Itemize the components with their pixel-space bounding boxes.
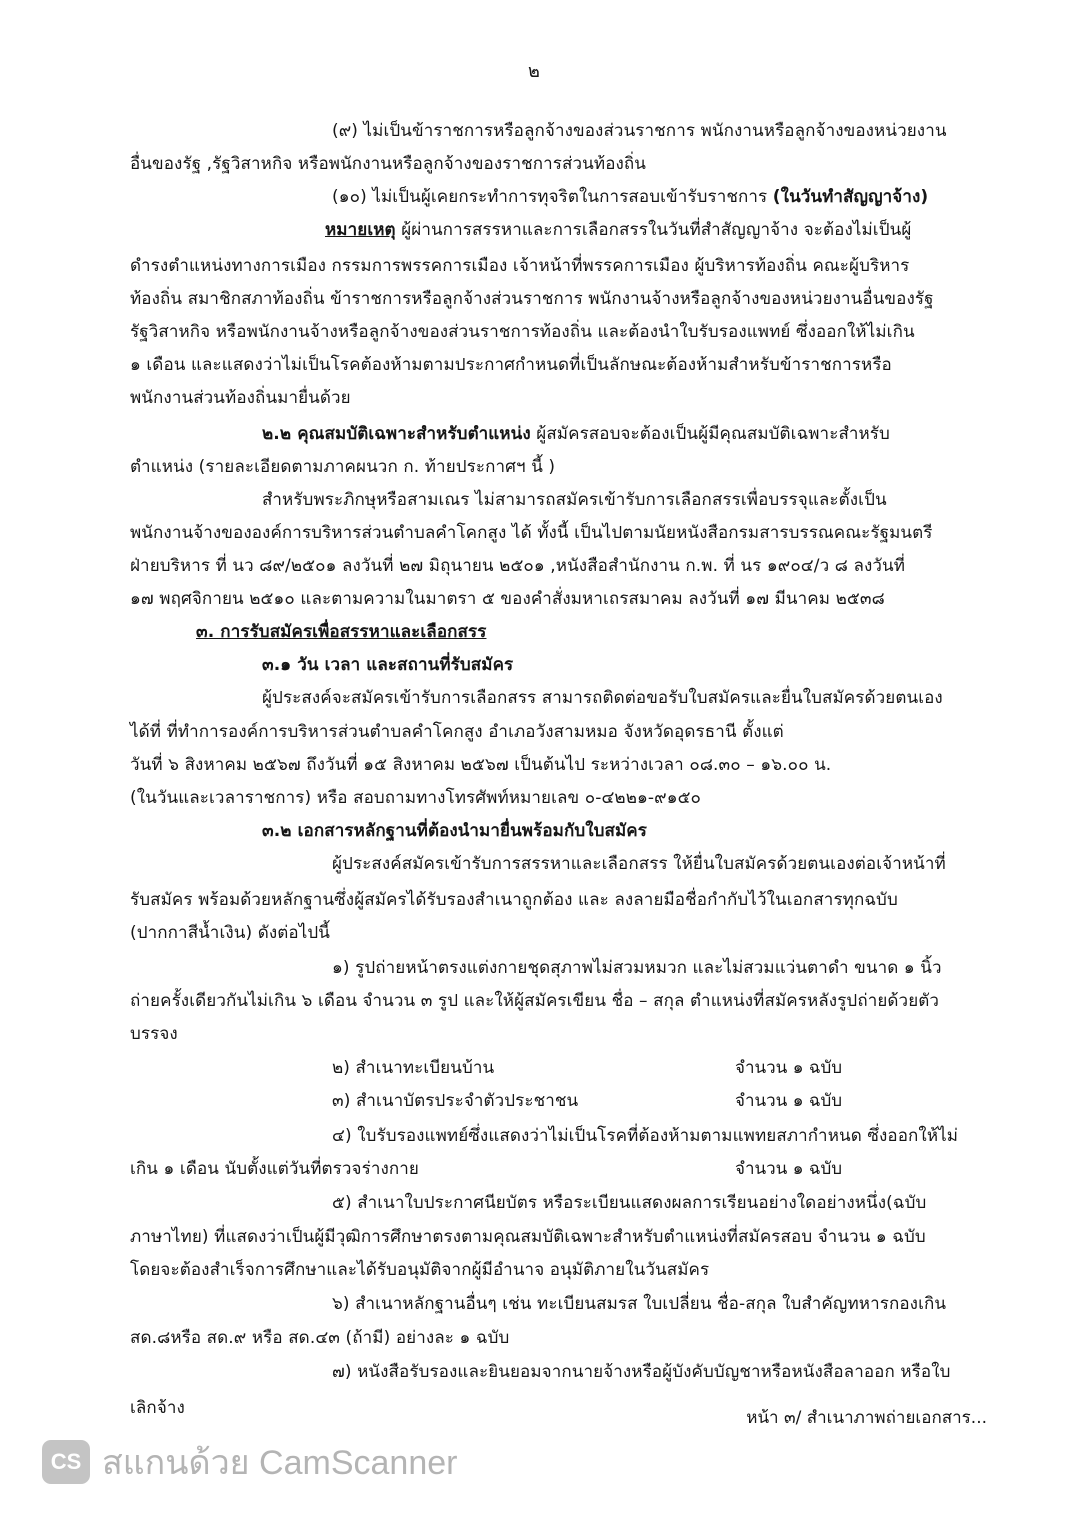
- list-item: ๕) สำเนาใบประกาศนียบัตร หรือระเบียนแสดงผลการเรียนอย่างใดอย่างหนึ่ง(ฉบับ: [332, 1193, 927, 1213]
- text-line: ๑๗ พฤศจิกายน ๒๕๑๐ และตามความในมาตรา ๕ ของคำสั่งมหาเถรสมาคม ลงวันที่ ๑๗ มีนาคม ๒๕๓๘: [130, 589, 885, 609]
- note-label: หมายเหตุ: [325, 220, 396, 240]
- list-item: ๔) ใบรับรองแพทย์ซึ่งแสดงว่าไม่เป็นโรคที่ต้องห้ามตามแพทยสภากำหนด ซึ่งออกให้ไม่: [332, 1126, 959, 1146]
- text-span: ผู้ผ่านการสรรหาและการเลือกสรรในวันที่สำสัญญาจ้าง จะต้องไม่เป็นผู้: [395, 220, 912, 240]
- text-line: ผู้ประสงค์จะสมัครเข้ารับการเลือกสรร สามารถติดต่อขอรับใบสมัครและยื่นใบสมัครด้วยตนเอง: [262, 688, 943, 708]
- text-line: ผู้ประสงค์สมัครเข้ารับการสรรหาและเลือกสรร ให้ยื่นใบสมัครด้วยตนเองต่อเจ้าหน้าที่: [332, 854, 946, 874]
- text-line: ฝ่ายบริหาร ที่ นว ๘๙/๒๕๐๑ ลงวันที่ ๒๗ มิถุนายน ๒๕๐๑ ,หนังสือสำนักงาน ก.พ. ที่ นร ๑๙๐๔/ว ๘ ลงวันที่: [130, 556, 906, 576]
- subsection-heading: ๓.๒ เอกสารหลักฐานที่ต้องนำมายื่นพร้อมกับใบสมัคร: [262, 821, 648, 841]
- text-line: ถ่ายครั้งเดียวกันไม่เกิน ๖ เดือน จำนวน ๓ รูป และให้ผู้สมัครเขียน ชื่อ – สกุล ตำแหน่งที่สมัครหลังรูปถ่ายด้วยตัว: [130, 991, 940, 1011]
- text-line: เกิน ๑ เดือน นับตั้งแต่วันที่ตรวจร่างกาย: [130, 1159, 419, 1179]
- camscanner-logo-icon: CS: [42, 1440, 90, 1484]
- text-line: ตำแหน่ง (รายละเอียดตามภาคผนวก ก. ท้ายประกาศฯ นี้ ): [130, 457, 556, 477]
- text-line: พนักงานส่วนท้องถิ่นมายื่นด้วย: [130, 388, 351, 408]
- text-line: ภาษาไทย) ที่แสดงว่าเป็นผู้มีวุฒิการศึกษาตรงตามคุณสมบัติเฉพาะสำหรับตำแหน่งที่สมัครสอบ จำนวน ๑ ฉบับ: [130, 1227, 926, 1247]
- text-span: ผู้สมัครสอบจะต้องเป็นผู้มีคุณสมบัติเฉพาะสำหรับ: [530, 424, 890, 444]
- section-heading: ๓. การรับสมัครเพื่อสรรหาและเลือกสรร: [196, 622, 487, 642]
- text-line: ได้ที่ ที่ทำการองค์การบริหารส่วนตำบลคำโคกสูง อำเภอวังสามหมอ จังหวัดอุดรธานี ตั้งแต่: [130, 722, 784, 742]
- page-number: ๒: [528, 61, 540, 82]
- camscanner-watermark: [42, 1437, 457, 1487]
- text-line: สำหรับพระภิกษุหรือสามเณร ไม่สามารถสมัครเข้ารับการเลือกสรรเพื่อบรรจุและตั้งเป็น: [262, 490, 887, 510]
- continuation-note: หน้า ๓/ สำเนาภาพถ่ายเอกสาร...: [746, 1408, 987, 1428]
- text-line: สด.๘หรือ สด.๙ หรือ สด.๔๓ (ถ้ามี) อย่างละ ๑ ฉบับ: [130, 1328, 510, 1348]
- list-item: ๗) หนังสือรับรองและยินยอมจากนายจ้างหรือผู้บังคับบัญชาหรือหนังสือลาออก หรือใบ: [332, 1362, 951, 1382]
- list-item: ๓) สำเนาบัตรประจำตัวประชาชน: [332, 1091, 579, 1111]
- text-line: พนักงานจ้างขององค์การบริหารส่วนตำบลคำโคกสูง ได้ ทั้งนี้ เป็นไปตามนัยหนังสือกรมสารบรรณคณะรัฐมนตรี: [130, 523, 933, 543]
- section-heading-line: [262, 422, 890, 446]
- text-line: ท้องถิ่น สมาชิกสภาท้องถิ่น ข้าราชการหรือลูกจ้างส่วนราชการ พนักงานจ้างหรือลูกจ้างของหน่วยงานอื่นของรัฐ: [130, 289, 934, 309]
- list-item: ๒) สำเนาทะเบียนบ้าน: [332, 1058, 495, 1078]
- section-heading: ๒.๒ คุณสมบัติเฉพาะสำหรับตำแหน่ง: [262, 424, 531, 444]
- watermark-text: สแกนด้วย CamScanner: [102, 1444, 458, 1482]
- list-item: ๑) รูปถ่ายหน้าตรงแต่งกายชุดสุภาพไม่สวมหมวก และไม่สวมแว่นตาดำ ขนาด ๑ นิ้ว: [332, 958, 942, 978]
- quantity-text: จำนวน ๑ ฉบับ: [735, 1159, 843, 1179]
- text-line: อื่นของรัฐ ,รัฐวิสาหกิจ หรือพนักงานหรือลูกจ้างของราชการส่วนท้องถิ่น: [130, 154, 647, 174]
- text-line: (ปากกาสีน้ำเงิน) ดังต่อไปนี้: [130, 923, 330, 943]
- text-line: ดำรงตำแหน่งทางการเมือง กรรมการพรรคการเมือง เจ้าหน้าที่พรรคการเมือง ผู้บริหารท้องถิ่น คณะผู้บริหาร: [130, 256, 910, 276]
- text-line: บรรจง: [130, 1024, 178, 1044]
- subsection-heading: ๓.๑ วัน เวลา และสถานที่รับสมัคร: [262, 655, 514, 675]
- text-line: รัฐวิสาหกิจ หรือพนักงานจ้างหรือลูกจ้างของส่วนราชการท้องถิ่น และต้องนำใบรับรองแพทย์ ซึ่งออกให้ไม่เกิน: [130, 322, 915, 342]
- note-line: [325, 218, 911, 242]
- text-line: ๑ เดือน และแสดงว่าไม่เป็นโรคต้องห้ามตามประกาศกำหนดที่เป็นลักษณะต้องห้ามสำหรับข้าราชการหรือ: [130, 355, 892, 375]
- text-line: (๙) ไม่เป็นข้าราชการหรือลูกจ้างของส่วนราชการ พนักงานหรือลูกจ้างของหน่วยงาน: [332, 121, 947, 141]
- text-line: [332, 185, 928, 209]
- text-line: เลิกจ้าง: [130, 1398, 185, 1418]
- bold-text: (ในวันทำสัญญาจ้าง): [772, 187, 929, 207]
- text-line: (ในวันและเวลาราชการ) หรือ สอบถามทางโทรศัพท์หมายเลข ๐-๔๒๒๑-๙๑๕๐: [130, 788, 702, 808]
- list-item: ๖) สำเนาหลักฐานอื่นๆ เช่น ทะเบียนสมรส ใบเปลี่ยน ชื่อ-สกุล ใบสำคัญทหารกองเกิน: [332, 1294, 947, 1314]
- quantity-text: จำนวน ๑ ฉบับ: [735, 1091, 843, 1111]
- text-line: วันที่ ๖ สิงหาคม ๒๕๖๗ ถึงวันที่ ๑๕ สิงหาคม ๒๕๖๗ เป็นต้นไป ระหว่างเวลา ๐๘.๓๐ – ๑๖.๐๐ น.: [130, 755, 832, 775]
- quantity-text: จำนวน ๑ ฉบับ: [735, 1058, 843, 1078]
- text-line: รับสมัคร พร้อมด้วยหลักฐานซึ่งผู้สมัครได้รับรองสำเนาถูกต้อง และ ลงลายมือชื่อกำกับไว้ในเอกสารทุกฉบับ: [130, 890, 898, 910]
- text-line: โดยจะต้องสำเร็จการศึกษาและได้รับอนุมัติจากผู้มีอำนาจ อนุมัติภายในวันสมัคร: [130, 1260, 710, 1280]
- text-span: (๑๐) ไม่เป็นผู้เคยกระทำการทุจริตในการสอบเข้ารับราชการ: [332, 187, 773, 207]
